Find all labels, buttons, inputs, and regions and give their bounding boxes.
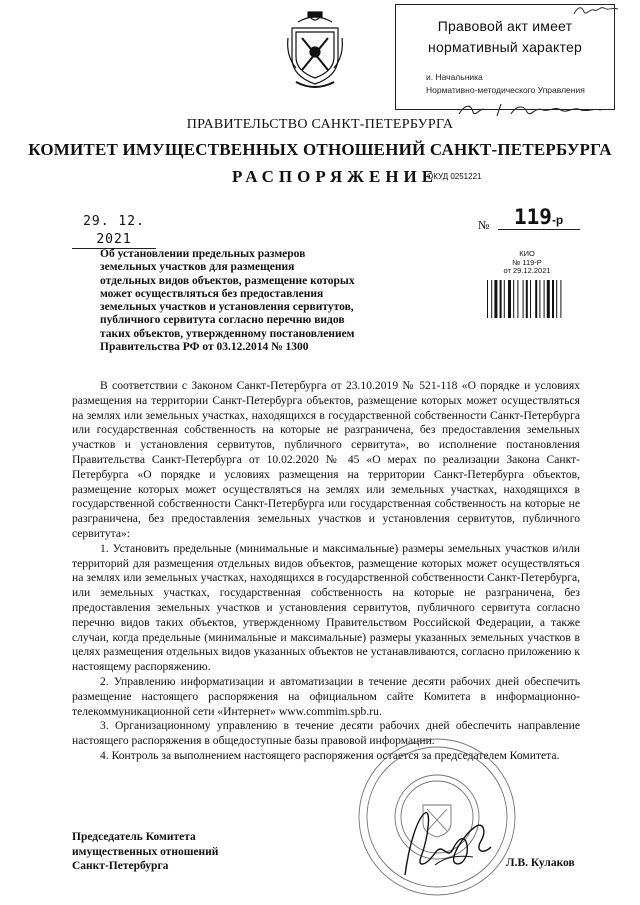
title-line: земельных участков для размещения [100, 261, 295, 274]
registration-org: КИО [519, 249, 535, 258]
number-sign: № [478, 218, 490, 232]
stamp-line-1: Правовой акт имеет [437, 18, 573, 34]
title-line: Об установлении предельных размеров [100, 248, 306, 260]
signatory-position [72, 830, 292, 874]
barcode-bar [500, 280, 502, 318]
stamp-line-4: Нормативно-методического Управления [426, 85, 585, 95]
barcode-bar [526, 280, 528, 318]
body-paragraph-3: 3. Организационному управлению в течение десяти рабочих дней обеспечить направление настоящего распоряжения в общедоступные базы правовой информации. [72, 719, 580, 748]
stamp-line-3: и. Начальника [426, 72, 483, 82]
barcode-bar [523, 280, 524, 318]
registration-date: от 29.12.2021 [503, 266, 551, 275]
body-paragraph-1: 1. Установить предельные (минимальные и максимальные) размеры земельных участков и/или территорий для размещения отдельных видов объектов, размещение которых может осуществляться на землях или земельных участках, находящихся в государственной собственности Санкт-Петербурга, или земельных участках, государственная собственность на которые не разграничена, без предоставления земельных участков и установления сервитутов, публичного сервитута согласно перечню видов таких объектов, утвержденному Правительством Российской Федерации, а также случаи, когда предельные (минимальные и максимальные) размеры указанных земельных участков в целях размещения отдельных видов указанных объектов не устанавливаются, согласно приложению к настоящему распоряжению. [72, 541, 580, 674]
document-title [100, 248, 400, 354]
barcode-bar [535, 280, 537, 318]
barcode-bar [552, 280, 554, 318]
document-number-field [498, 205, 580, 230]
handwritten-signature [395, 805, 495, 885]
committee-heading: КОМИТЕТ ИМУЩЕСТВЕННЫХ ОТНОШЕНИЙ САНКТ-ПЕТЕРБУРГА [28, 140, 612, 159]
okud-code: ОКУД 0251221 [427, 172, 482, 181]
barcode [486, 280, 568, 318]
title-line: может осуществляться без предоставления [100, 287, 324, 300]
body-paragraph-4: 4. Контроль за выполнением настоящего распоряжения остается за председателем Комитета. [100, 748, 560, 762]
government-heading: ПРАВИТЕЛЬСТВО САНКТ-ПЕТЕРБУРГА [186, 117, 454, 132]
barcode-bar [491, 280, 492, 318]
barcode-bar [560, 280, 561, 318]
document-type: РАСПОРЯЖЕНИЕ [232, 167, 439, 186]
barcode-bar [539, 280, 540, 318]
normative-act-stamp [395, 4, 615, 110]
title-line: публичного сервитута согласно перечню видов [100, 314, 345, 327]
body-paragraph-preamble: В соответствии с Законом Санкт-Петербурга от 23.10.2019 № 521-118 «О порядке и условиях размещения на территории Санкт-Петербурга объектов, размещение которых может осуществляться на землях или земельных участках, находящихся в государственной собственности Санкт-Петербурга или государственная собственность на которые не разграничена, без предоставления земельных участков и установления сервитутов, публичного сервитута», во исполнение постановления Правительства Санкт-Петербурга от 10.02.2020 № 45 «О мерах по реализации Закона Санкт-Петербурга «О порядке и условиях размещения на территории Санкт-Петербурга объектов, размещение которых может осуществляться на землях или земельных участках, находящихся в государственной собственности Санкт-Петербурга или государственная собственность на которые не разграничена, без предоставления земельных участков и установления сервитутов, публичного сервитута»: [72, 379, 580, 540]
signatory-position-line: Санкт-Петербурга [72, 860, 169, 872]
document-number-suffix: -р [551, 213, 564, 227]
signatory-position-line: имущественных отношений [72, 845, 219, 858]
title-line: земельных участков и установления сервитутов, [100, 301, 354, 314]
barcode-bar [556, 280, 557, 318]
barcode-bar [530, 280, 531, 318]
document-number: 119 [514, 205, 552, 229]
document-body [72, 379, 580, 764]
registration-number: № 119-Р [512, 257, 542, 267]
barcode-bar [508, 280, 511, 318]
barcode-bar [517, 280, 518, 318]
document-date-field [72, 212, 156, 249]
body-paragraph-2: 2. Управлению информатизации и автоматизации в течение десяти рабочих дней обеспечить размещение настоящего распоряжения на официальном сайте Комитета в информационно-телекоммуникационной сети «Интернет» www.commim.spb.ru. [72, 674, 580, 718]
stamp-line-2: нормативный характер [428, 39, 582, 55]
document-date: 29. 12. 2021 [83, 214, 145, 247]
barcode-bar [504, 280, 505, 318]
registration-block [486, 250, 568, 276]
barcode-bar [487, 280, 488, 318]
signatory-position-line: Председатель Комитета [72, 831, 196, 843]
barcode-bar [547, 280, 550, 318]
title-line: Правительства РФ от 03.12.2014 № 1300 [100, 341, 309, 354]
barcode-bar [494, 280, 497, 318]
signatory-name: Л.В. Кулаков [506, 857, 575, 869]
title-line: таких объектов, утвержденному постановлением [100, 327, 355, 340]
title-line: отдельных видов объектов, размещение которых [100, 274, 355, 287]
barcode-bar [544, 280, 545, 318]
coat-of-arms-emblem [286, 8, 344, 90]
barcode-bar [513, 280, 514, 318]
